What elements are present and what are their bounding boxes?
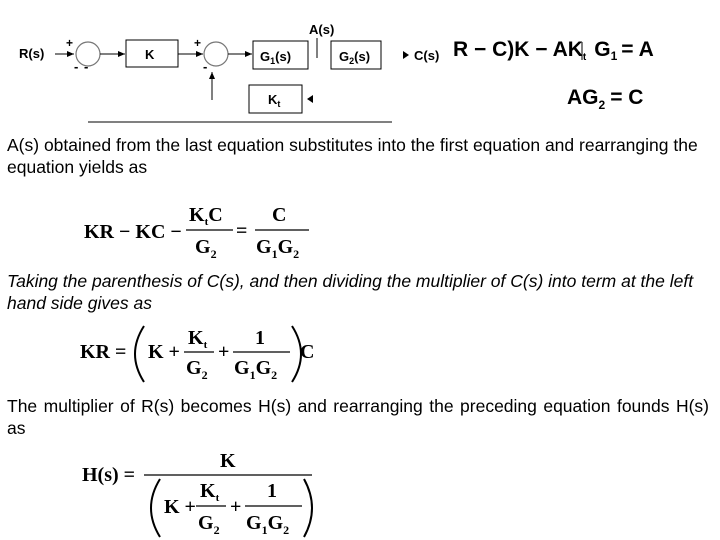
equation-transfer-function	[80, 447, 320, 539]
paragraph-substitution: A(s) obtained from the last equation substitutes into the first equation and rearranging the equation yields as	[7, 135, 698, 177]
eq-a-fraction1-denominator: $G_2$	[195, 236, 217, 261]
output-label-c: C(s)	[414, 48, 440, 63]
eq-b-fraction2-numerator: 1	[255, 327, 265, 349]
eq-c-fraction1-denominator: $G_2$	[198, 512, 220, 537]
sum2-plus-sign: +	[194, 36, 202, 50]
eq-c-fraction2-numerator: 1	[267, 480, 277, 502]
eq-c-numerator: K	[220, 450, 236, 472]
eq-a-fraction2-numerator: C	[272, 204, 287, 226]
sum2-minus-sign: -	[203, 59, 208, 74]
block-k-label: K	[145, 47, 155, 62]
eq-c-plus: +	[230, 496, 242, 518]
eq-c-fraction2-denominator: $G_1G_2$	[246, 512, 290, 537]
eq-b-fraction1-denominator: $G_2$	[186, 357, 208, 382]
equation-substituted	[80, 196, 340, 268]
signal-label-a: A(s)	[309, 22, 335, 37]
eq-c-k-plus: K +	[164, 496, 196, 518]
paragraph-transfer-function: The multiplier of R(s) becomes H(s) and rearranging the preceding equation founds H(s) as	[7, 396, 709, 438]
sum1-plus-sign: +	[66, 36, 74, 50]
eq-b-k-plus: K +	[148, 341, 180, 363]
eq-b-plus: +	[218, 341, 230, 363]
eq-a-left-side: KR − KC −	[84, 221, 182, 243]
block-equation-1: R − C)K − AKt G1 = A	[453, 38, 654, 63]
input-label-r: R(s)	[19, 46, 45, 61]
sum1-minus-sign-2: -	[84, 59, 89, 74]
eq-a-fraction2-denominator: $G_1G_2$	[256, 236, 300, 261]
block-equation-2: $AG_2 = C$	[567, 86, 644, 112]
eq-b-left-paren	[135, 326, 144, 382]
block-g1-label: $G_1(s)$	[260, 49, 292, 66]
feedback-arrow-into-kt	[307, 95, 313, 103]
block-diagram	[0, 0, 720, 130]
output-arrow-head	[403, 51, 409, 59]
summing-junction-2	[204, 42, 228, 66]
sum1-minus-sign: -	[74, 59, 79, 74]
eq-b-fraction1-numerator: $K_t$	[188, 327, 208, 351]
eq-b-right-side: C	[300, 341, 315, 363]
eq-c-left-paren	[151, 479, 160, 537]
eq-c-fraction1-numerator: $K_t$	[200, 480, 220, 504]
block-g2-label: $G_2(s)$	[339, 49, 371, 66]
block-kt-label: $K_t$	[268, 92, 281, 109]
paragraph-parenthesis: Taking the parenthesis of C(s), and then dividing the multiplier of C(s) into term at the left hand side gives as	[7, 271, 694, 313]
eq-b-left-side: KR =	[80, 341, 127, 363]
eq-a-equals: =	[236, 220, 248, 242]
eq-a-fraction1-numerator: $K_tC$	[189, 204, 223, 228]
eq-b-fraction2-denominator: $G_1G_2$	[234, 357, 278, 382]
equation-factored	[78, 322, 338, 386]
eq-c-right-paren	[304, 479, 312, 537]
eq-c-left-side: H(s) =	[82, 464, 136, 486]
